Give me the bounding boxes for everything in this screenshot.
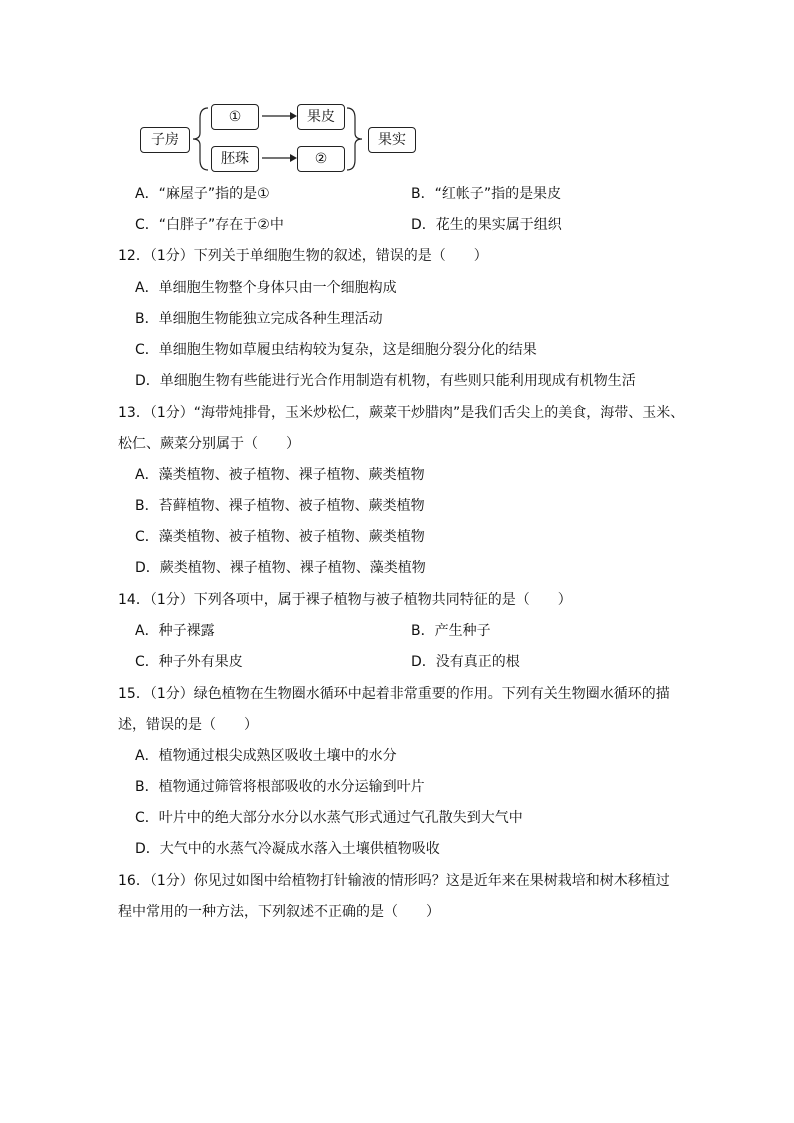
q11-option-b: B．“红帐子”指的是果皮: [411, 186, 562, 202]
q14-option-d: D．没有真正的根: [411, 654, 520, 670]
q11-option-d: D．花生的果实属于组织: [411, 217, 562, 233]
q15-option-c: C．叶片中的绝大部分水分以水蒸气形式通过气孔散失到大气中: [135, 810, 523, 826]
q12-stem: 12．（1分）下列关于单细胞生物的叙述，错误的是（ ）: [118, 248, 488, 264]
q13-option-d: D．蕨类植物、裸子植物、裸子植物、藻类植物: [135, 560, 426, 576]
q14-stem: 14．（1分）下列各项中，属于裸子植物与被子植物共同特征的是（ ）: [118, 592, 572, 608]
q15-option-a: A．植物通过根尖成熟区吸收土壤中的水分: [135, 748, 397, 764]
ovary-label: 子房: [151, 132, 179, 148]
q13-option-a: A．藻类植物、被子植物、裸子植物、蕨类植物: [135, 467, 425, 483]
q15-stem-line2: 述，错误的是（ ）: [118, 717, 258, 733]
q13-option-b: B．苔藓植物、裸子植物、被子植物、蕨类植物: [135, 498, 425, 514]
q15-option-b: B．植物通过筛管将根部吸收的水分运输到叶片: [135, 779, 425, 795]
q12-option-b: B．单细胞生物能独立完成各种生理活动: [135, 311, 383, 327]
q12-option-c: C．单细胞生物如草履虫结构较为复杂，这是细胞分裂分化的结果: [135, 342, 537, 358]
pericarp-label: 果皮: [307, 109, 335, 125]
diagram-connectors: [0, 0, 794, 200]
q14-option-a: A．种子裸露: [135, 623, 215, 639]
q11-option-c: C．“白胖子”存在于②中: [135, 217, 284, 233]
q15-stem-line1: 15．（1分）绿色植物在生物圈水循环中起着非常重要的作用。下列有关生物圈水循环的描: [118, 686, 670, 702]
q11-option-a: A．“麻屋子”指的是①: [135, 186, 270, 202]
q14-option-c: C．种子外有果皮: [135, 654, 243, 670]
left-brace: [193, 108, 208, 170]
q16-stem-line2: 程中常用的一种方法，下列叙述不正确的是（ ）: [118, 904, 440, 920]
q13-stem-line1: 13．（1分）“海带炖排骨，玉米炒松仁，蕨菜干炒腊肉”是我们舌尖上的美食，海带、玉米、: [118, 405, 685, 421]
q13-stem-line2: 松仁、蕨菜分别属于（ ）: [118, 436, 300, 452]
fruit-label: 果实: [378, 132, 406, 148]
q13-option-c: C．藻类植物、被子植物、被子植物、蕨类植物: [135, 529, 425, 545]
right-brace: [347, 108, 362, 170]
arrow-head-bottom: [290, 154, 297, 162]
q15-option-d: D．大气中的水蒸气冷凝成水落入土壤供植物吸收: [135, 841, 440, 857]
q12-option-d: D．单细胞生物有些能进行光合作用制造有机物，有些则只能利用现成有机物生活: [135, 373, 636, 389]
q14-option-b: B．产生种子: [411, 623, 491, 639]
arrow-head-top: [290, 112, 297, 120]
q12-option-a: A．单细胞生物整个身体只由一个细胞构成: [135, 280, 397, 296]
ovule-label: 胚珠: [221, 151, 249, 167]
ovary-wall-label: ①: [228, 109, 242, 125]
seed-label: ②: [314, 151, 328, 167]
q16-stem-line1: 16．（1分）你见过如图中给植物打针输液的情形吗？这是近年来在果树栽培和树木移植过: [118, 873, 670, 889]
